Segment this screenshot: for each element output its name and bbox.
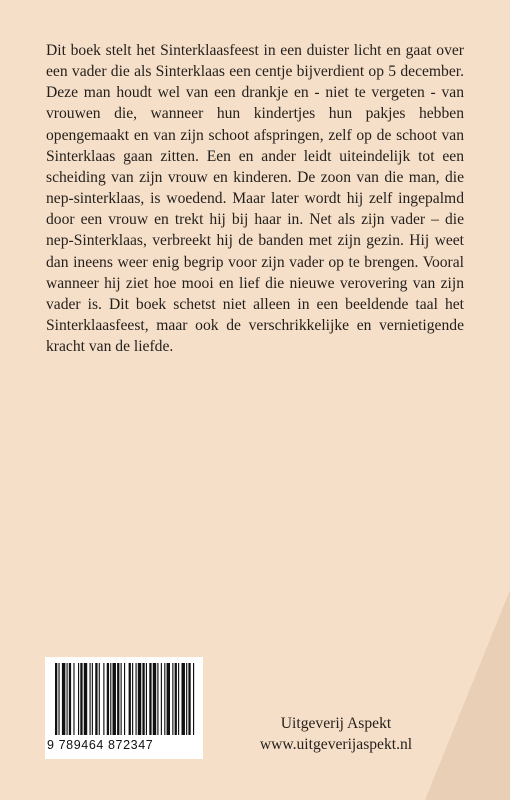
barcode-bar xyxy=(172,663,173,735)
barcode-bar xyxy=(188,663,190,735)
barcode-bar xyxy=(129,663,131,735)
barcode-bar xyxy=(178,663,179,735)
barcode-bar xyxy=(132,663,133,735)
barcode-bar xyxy=(95,663,97,735)
publisher-block xyxy=(226,713,446,755)
publisher-name: Uitgeverij Aspekt xyxy=(280,715,392,732)
barcode-bar xyxy=(73,663,74,735)
barcode-bar xyxy=(99,663,100,735)
barcode-bar xyxy=(84,663,87,735)
barcode-bar xyxy=(193,663,194,735)
barcode-bar xyxy=(113,663,116,735)
blurb-text: Dit boek stelt het Sinterklaasfeest in een duister licht en gaat over een vader die als Sinterklaas een centje bijverdient op 5 december. Deze man houdt wel van een drankje en - niet te vergeten - van vrouwen die, wanneer hun kindertjes hun pakjes hebben opengemaakt en van zijn schoot afspringen, zelf op de schoot van Sinterklaas gaan zitten. Een en ander leidt uiteindelijk tot een scheiding van zijn vrouw en kinderen. De zoon van die man, die nep-sinterklaas, is woedend. Maar later wordt hij zelf ingepalmd door een vrouw en trekt hij bij haar in. Net als zijn vader – die nep-Sinterklaas, verbreekt hij de banden met zijn gezin. Hij weet dan ineens weer enig begrip voor zijn vader op te brengen. Vooral wanneer hij ziet hoe mooi en lief die nieuwe verovering van zijn vader is. Dit boek schetst niet alleen in een beeldende taal het Sinterklaasfeest, maar ook de verschrikkelijke en vernietigende kracht van de liefde. xyxy=(46,42,464,356)
barcode-bar xyxy=(142,663,144,735)
isbn-number: 9 789464 872347 xyxy=(47,738,154,752)
barcode-bar xyxy=(117,663,119,735)
barcode-bar xyxy=(164,663,165,735)
barcode-bar xyxy=(55,663,57,735)
barcode-bar xyxy=(78,663,79,735)
barcode-bar xyxy=(67,663,68,735)
corner-ribbon-icon xyxy=(425,590,510,800)
barcode-bar xyxy=(124,663,125,735)
barcode-bar xyxy=(146,663,147,735)
barcode-bar xyxy=(153,663,156,735)
barcode-bar xyxy=(103,663,104,735)
barcode-bar xyxy=(121,663,122,735)
barcode-bar xyxy=(161,663,162,735)
barcode-bar xyxy=(110,663,111,735)
barcode-bar xyxy=(138,663,141,735)
barcode-bar xyxy=(92,663,93,735)
barcode-bar xyxy=(90,663,91,735)
barcode-bar xyxy=(175,663,177,735)
barcode-bar xyxy=(69,663,71,735)
barcode-bar xyxy=(136,663,137,735)
isbn-barcode xyxy=(45,657,203,759)
publisher-website[interactable]: www.uitgeverijaspekt.nl xyxy=(259,736,413,753)
barcode-bar xyxy=(107,663,109,735)
barcode-bar xyxy=(80,663,82,735)
barcode-bar xyxy=(62,663,65,735)
barcode-bar xyxy=(182,663,185,735)
barcode-bar xyxy=(149,663,151,735)
barcode-bar xyxy=(58,663,59,735)
barcode-bar xyxy=(167,663,170,735)
barcode-bar xyxy=(186,663,187,735)
barcode-bar xyxy=(157,663,158,735)
